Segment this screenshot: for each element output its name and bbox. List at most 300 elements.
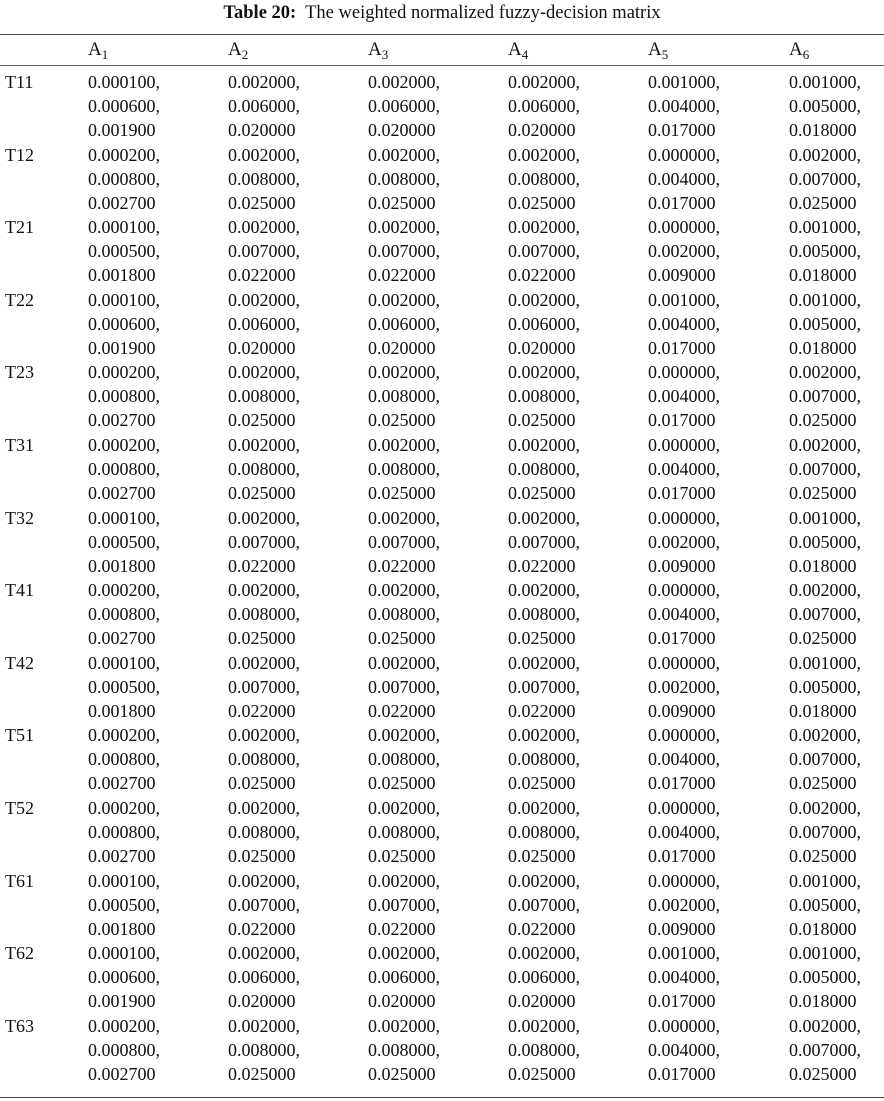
fuzzy-value: 0.001900 [88,991,156,1012]
fuzzy-value: 0.008000, [368,604,440,625]
table-cell [368,433,440,505]
fuzzy-value: 0.002000, [508,144,580,165]
fuzzy-value: 0.001000, [789,870,861,891]
fuzzy-value: 0.007000, [508,531,580,552]
fuzzy-value: 0.000100, [88,870,160,891]
fuzzy-value: 0.002000, [368,217,440,238]
fuzzy-value: 0.008000, [228,822,300,842]
table-cell [508,941,580,1013]
fuzzy-value: 0.001000, [789,943,861,964]
fuzzy-value: 0.002000, [508,217,580,238]
fuzzy-value: 0.002000, [789,1015,861,1036]
fuzzy-value: 0.022000 [368,918,436,939]
table-cell [508,869,580,941]
fuzzy-value: 0.007000, [228,894,300,915]
fuzzy-value: 0.002000, [368,798,440,818]
column-header-subscript: 6 [802,47,810,62]
table-cell [508,360,580,432]
fuzzy-value: 0.000800, [88,822,160,842]
fuzzy-value: 0.022000 [508,265,576,286]
header-rule [0,65,884,66]
fuzzy-value: 0.020000 [368,991,436,1012]
fuzzy-value: 0.025000 [368,192,436,213]
table-cell [88,941,160,1013]
table-caption-text: The weighted normalized fuzzy-decision matrix [305,3,661,23]
table-cell [368,723,440,795]
row-label: T22 [5,289,34,310]
fuzzy-value: 0.002000, [228,652,300,673]
table-cell [88,1014,160,1086]
fuzzy-value: 0.002000, [228,217,300,238]
fuzzy-value: 0.002000, [508,289,580,310]
fuzzy-value: 0.002000, [648,241,720,262]
fuzzy-value: 0.000200, [88,580,160,601]
fuzzy-value: 0.002000, [508,580,580,601]
fuzzy-value: 0.020000 [508,337,576,358]
fuzzy-value: 0.018000 [789,991,857,1012]
table-cell [789,70,861,142]
fuzzy-value: 0.002000, [228,72,300,92]
fuzzy-value: 0.007000, [228,241,300,262]
fuzzy-value: 0.002000, [228,362,300,383]
fuzzy-value: 0.025000 [368,410,436,431]
fuzzy-value: 0.020000 [228,120,296,140]
table-row [0,796,884,868]
fuzzy-value: 0.002700 [88,192,156,213]
fuzzy-value: 0.002000, [228,870,300,891]
table-cell [648,796,720,868]
row-label: T21 [5,217,34,238]
fuzzy-value: 0.002000, [368,362,440,383]
fuzzy-value: 0.000100, [88,217,160,238]
row-label: T41 [5,580,34,601]
table-cell [228,360,300,432]
table-cell [368,288,440,360]
fuzzy-value: 0.008000, [228,459,300,479]
table-cell [648,360,720,432]
fuzzy-value: 0.001000, [789,289,861,310]
table-cell [228,70,300,142]
fuzzy-value: 0.002000, [508,870,580,891]
fuzzy-value: 0.022000 [228,555,296,576]
fuzzy-value: 0.025000 [789,1063,857,1084]
row-label: T52 [5,798,34,818]
fuzzy-value: 0.002000, [508,725,580,746]
fuzzy-value: 0.007000, [789,822,861,842]
table-row [0,215,884,287]
fuzzy-value: 0.017000 [648,846,716,866]
table-cell [228,578,300,650]
fuzzy-value: 0.008000, [368,386,440,407]
column-header-base: A [508,39,522,60]
row-label: T32 [5,507,34,528]
table-cell [789,578,861,650]
fuzzy-value: 0.000000, [648,652,720,673]
row-label: T61 [5,870,34,891]
fuzzy-value: 0.022000 [368,700,436,721]
table-cell [789,869,861,941]
fuzzy-value: 0.017000 [648,1063,716,1084]
fuzzy-value: 0.018000 [789,337,857,358]
fuzzy-value: 0.025000 [228,483,296,503]
fuzzy-value: 0.002000, [368,1015,440,1036]
fuzzy-value: 0.017000 [648,120,716,140]
fuzzy-value: 0.008000, [508,168,580,189]
fuzzy-value: 0.008000, [228,604,300,625]
fuzzy-value: 0.000500, [88,676,160,697]
fuzzy-value: 0.025000 [789,628,857,649]
fuzzy-value: 0.008000, [508,1039,580,1060]
fuzzy-value: 0.025000 [508,846,576,866]
table-cell [88,506,160,578]
table-cell [508,288,580,360]
fuzzy-value: 0.002000, [228,580,300,601]
table-cell [228,143,300,215]
fuzzy-value: 0.002000, [368,507,440,528]
column-header-a1 [88,38,108,62]
fuzzy-value: 0.002700 [88,483,156,503]
fuzzy-value: 0.025000 [228,1063,296,1084]
fuzzy-value: 0.001900 [88,337,156,358]
fuzzy-value: 0.002000, [368,652,440,673]
fuzzy-value: 0.020000 [228,991,296,1012]
table-cell [789,433,861,505]
fuzzy-value: 0.001800 [88,700,156,721]
fuzzy-value: 0.022000 [508,555,576,576]
fuzzy-value: 0.007000, [508,894,580,915]
fuzzy-value: 0.000200, [88,362,160,383]
column-header-a4 [508,38,528,62]
table-cell [228,215,300,287]
fuzzy-value: 0.022000 [228,265,296,286]
table-cell [88,288,160,360]
fuzzy-value: 0.017000 [648,410,716,431]
column-header-base: A [789,39,803,60]
fuzzy-value: 0.004000, [648,604,720,625]
fuzzy-value: 0.002000, [508,362,580,383]
fuzzy-value: 0.002000, [228,943,300,964]
fuzzy-value: 0.000500, [88,241,160,262]
fuzzy-value: 0.002000, [508,798,580,818]
table-cell [368,506,440,578]
fuzzy-value: 0.008000, [368,168,440,189]
table-cell [648,506,720,578]
table-cell [648,869,720,941]
table-cell [508,506,580,578]
fuzzy-value: 0.001900 [88,120,156,140]
fuzzy-value: 0.004000, [648,313,720,334]
table-cell [228,651,300,723]
fuzzy-value: 0.000100, [88,289,160,310]
table-cell [228,723,300,795]
table-cell [228,288,300,360]
fuzzy-value: 0.000200, [88,435,160,455]
fuzzy-value: 0.005000, [789,313,861,334]
fuzzy-value: 0.007000, [789,168,861,189]
row-label: T42 [5,652,34,673]
fuzzy-value: 0.004000, [648,822,720,842]
table-cell [648,723,720,795]
fuzzy-value: 0.000800, [88,604,160,625]
fuzzy-value: 0.025000 [508,410,576,431]
fuzzy-value: 0.007000, [508,241,580,262]
fuzzy-value: 0.000600, [88,967,160,988]
fuzzy-value: 0.001800 [88,918,156,939]
column-header-subscript: 5 [661,47,669,62]
fuzzy-value: 0.000800, [88,386,160,407]
table-cell [648,1014,720,1086]
table-cell [508,70,580,142]
fuzzy-value: 0.000000, [648,217,720,238]
table-cell [648,143,720,215]
fuzzy-value: 0.009000 [648,265,716,286]
column-header-subscript: 4 [521,47,529,62]
fuzzy-value: 0.000200, [88,725,160,746]
fuzzy-value: 0.025000 [368,628,436,649]
fuzzy-value: 0.005000, [789,531,861,552]
fuzzy-value: 0.007000, [228,676,300,697]
fuzzy-value: 0.002000, [648,676,720,697]
fuzzy-value: 0.001000, [789,652,861,673]
table-row [0,1014,884,1086]
fuzzy-value: 0.025000 [789,192,857,213]
fuzzy-value: 0.001800 [88,265,156,286]
fuzzy-value: 0.006000, [228,313,300,334]
fuzzy-value: 0.025000 [508,483,576,503]
fuzzy-value: 0.018000 [789,265,857,286]
fuzzy-value: 0.008000, [228,749,300,770]
fuzzy-value: 0.002000, [789,144,861,165]
fuzzy-value: 0.000100, [88,943,160,964]
fuzzy-value: 0.007000, [368,531,440,552]
table-row [0,941,884,1013]
fuzzy-value: 0.002700 [88,628,156,649]
fuzzy-value: 0.002000, [368,870,440,891]
table-cell [368,796,440,868]
table-cell [648,651,720,723]
fuzzy-value: 0.020000 [368,120,436,140]
fuzzy-value: 0.000600, [88,313,160,334]
fuzzy-value: 0.000000, [648,435,720,455]
fuzzy-value: 0.002700 [88,410,156,431]
fuzzy-value: 0.002000, [228,507,300,528]
fuzzy-value: 0.007000, [228,531,300,552]
fuzzy-value: 0.002000, [228,289,300,310]
fuzzy-value: 0.005000, [789,241,861,262]
fuzzy-value: 0.025000 [228,846,296,866]
fuzzy-value: 0.025000 [368,773,436,794]
fuzzy-value: 0.002000, [368,580,440,601]
fuzzy-value: 0.025000 [368,1063,436,1084]
fuzzy-value: 0.017000 [648,483,716,503]
table-cell [368,215,440,287]
fuzzy-value: 0.008000, [228,1039,300,1060]
fuzzy-value: 0.002000, [789,725,861,746]
fuzzy-value: 0.020000 [508,991,576,1012]
column-header-base: A [368,39,382,60]
fuzzy-value: 0.002000, [228,798,300,818]
fuzzy-value: 0.000000, [648,507,720,528]
fuzzy-value: 0.000500, [88,894,160,915]
fuzzy-value: 0.000600, [88,96,160,116]
table-cell [648,433,720,505]
fuzzy-value: 0.025000 [508,192,576,213]
fuzzy-value: 0.020000 [368,337,436,358]
table-row [0,723,884,795]
table-cell [508,1014,580,1086]
row-label: T23 [5,362,34,383]
table-cell [789,796,861,868]
column-header-a5 [648,38,668,62]
table-cell [228,433,300,505]
table-cell [88,796,160,868]
fuzzy-value: 0.025000 [508,628,576,649]
table-cell [88,723,160,795]
fuzzy-value: 0.002000, [648,531,720,552]
fuzzy-value: 0.002000, [228,725,300,746]
table-row [0,433,884,505]
fuzzy-value: 0.000100, [88,507,160,528]
fuzzy-value: 0.004000, [648,1039,720,1060]
fuzzy-value: 0.008000, [228,386,300,407]
table-cell [88,433,160,505]
fuzzy-value: 0.002700 [88,846,156,866]
fuzzy-value: 0.002000, [368,943,440,964]
fuzzy-value: 0.018000 [789,120,857,140]
fuzzy-value: 0.006000, [508,96,580,116]
bottom-rule [0,1097,884,1098]
fuzzy-value: 0.007000, [508,676,580,697]
fuzzy-value: 0.004000, [648,459,720,479]
fuzzy-value: 0.004000, [648,168,720,189]
fuzzy-value: 0.000000, [648,725,720,746]
fuzzy-value: 0.007000, [789,1039,861,1060]
table-cell [368,360,440,432]
fuzzy-value: 0.008000, [508,604,580,625]
fuzzy-value: 0.002000, [508,943,580,964]
fuzzy-value: 0.002000, [789,798,861,818]
fuzzy-value: 0.025000 [789,410,857,431]
fuzzy-value: 0.000000, [648,580,720,601]
table-cell [368,869,440,941]
fuzzy-value: 0.008000, [508,386,580,407]
table-cell [88,651,160,723]
fuzzy-value: 0.000800, [88,749,160,770]
fuzzy-value: 0.007000, [789,604,861,625]
table-cell [88,215,160,287]
fuzzy-value: 0.002000, [508,507,580,528]
fuzzy-value: 0.025000 [228,773,296,794]
fuzzy-value: 0.004000, [648,967,720,988]
fuzzy-value: 0.025000 [508,1063,576,1084]
fuzzy-value: 0.007000, [368,241,440,262]
fuzzy-value: 0.025000 [228,628,296,649]
fuzzy-value: 0.000500, [88,531,160,552]
top-rule [0,34,884,35]
table-cell [789,651,861,723]
fuzzy-value: 0.002000, [368,725,440,746]
table-cell [789,1014,861,1086]
fuzzy-value: 0.005000, [789,967,861,988]
table-row [0,651,884,723]
fuzzy-value: 0.018000 [789,700,857,721]
table-cell [228,506,300,578]
table-cell [508,578,580,650]
fuzzy-value: 0.001800 [88,555,156,576]
table-cell [789,215,861,287]
row-label: T51 [5,725,34,746]
column-header-a6 [789,38,809,62]
table-row [0,360,884,432]
fuzzy-value: 0.000100, [88,72,160,92]
table-cell [88,70,160,142]
fuzzy-value: 0.025000 [789,483,857,503]
fuzzy-value: 0.008000, [508,749,580,770]
fuzzy-value: 0.008000, [368,1039,440,1060]
fuzzy-value: 0.001000, [789,507,861,528]
fuzzy-value: 0.007000, [368,894,440,915]
row-label: T63 [5,1015,34,1036]
table-cell [648,941,720,1013]
table-cell [789,360,861,432]
table-caption-label: Table 20: [223,3,297,23]
fuzzy-value: 0.025000 [508,773,576,794]
table-cell [228,796,300,868]
table-cell [88,360,160,432]
fuzzy-value: 0.002000, [648,894,720,915]
table-cell [648,288,720,360]
column-header-subscript: 3 [381,47,389,62]
fuzzy-value: 0.007000, [789,459,861,479]
fuzzy-value: 0.025000 [368,846,436,866]
fuzzy-value: 0.009000 [648,918,716,939]
table-cell [789,941,861,1013]
fuzzy-value: 0.017000 [648,991,716,1012]
fuzzy-value: 0.004000, [648,749,720,770]
table-cell [789,143,861,215]
fuzzy-value: 0.002000, [789,435,861,455]
column-header-subscript: 1 [101,47,109,62]
fuzzy-value: 0.001000, [648,943,720,964]
fuzzy-value: 0.004000, [648,96,720,116]
fuzzy-value: 0.008000, [368,749,440,770]
fuzzy-value: 0.025000 [368,483,436,503]
fuzzy-value: 0.005000, [789,96,861,116]
fuzzy-value: 0.022000 [508,700,576,721]
table-cell [228,1014,300,1086]
fuzzy-value: 0.009000 [648,700,716,721]
table-row [0,143,884,215]
fuzzy-value: 0.007000, [789,749,861,770]
column-header-subscript: 2 [241,47,249,62]
fuzzy-value: 0.002000, [508,435,580,455]
table-row [0,869,884,941]
fuzzy-value: 0.020000 [508,120,576,140]
fuzzy-value: 0.002000, [228,144,300,165]
fuzzy-value: 0.006000, [228,96,300,116]
fuzzy-value: 0.001000, [648,72,720,92]
fuzzy-value: 0.001000, [648,289,720,310]
fuzzy-value: 0.000800, [88,168,160,189]
table-row [0,288,884,360]
fuzzy-value: 0.022000 [508,918,576,939]
fuzzy-value: 0.002000, [368,144,440,165]
fuzzy-value: 0.001000, [789,72,861,92]
fuzzy-value: 0.007000, [368,676,440,697]
fuzzy-value: 0.000200, [88,1015,160,1036]
table-cell [789,723,861,795]
fuzzy-value: 0.006000, [228,967,300,988]
